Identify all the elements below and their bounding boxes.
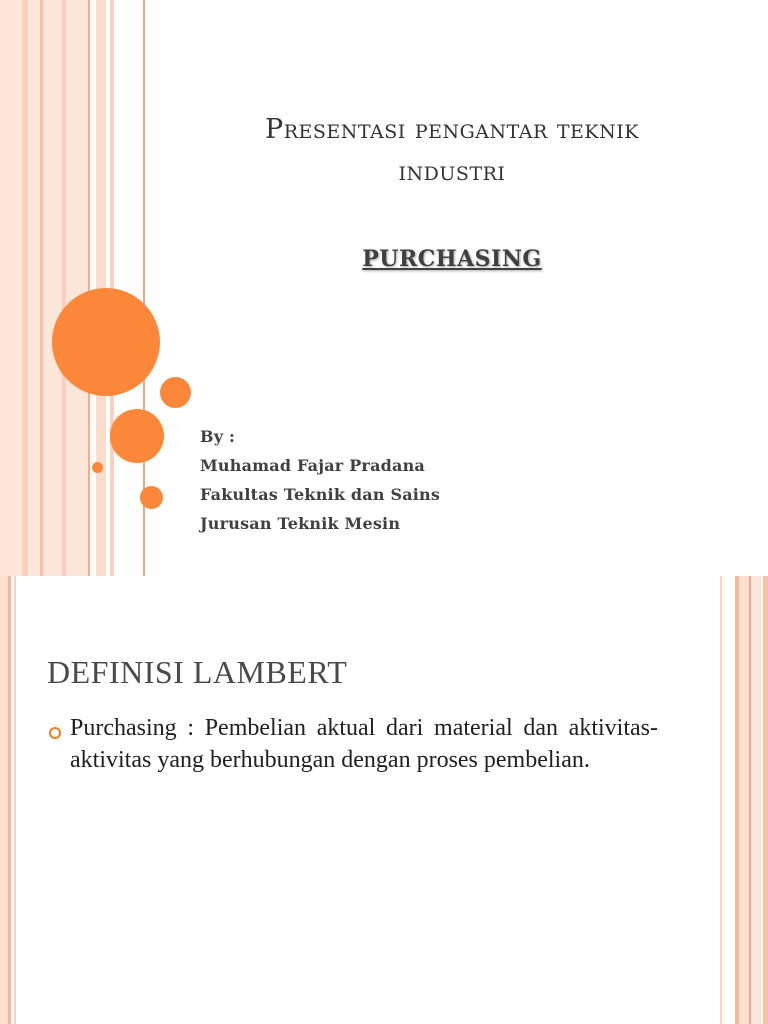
side-stripe bbox=[720, 576, 722, 1024]
side-stripe-band bbox=[0, 0, 88, 576]
slide-title-line: industri bbox=[398, 156, 506, 187]
side-stripe bbox=[751, 576, 761, 1024]
side-stripe bbox=[22, 0, 28, 576]
side-stripe bbox=[88, 0, 90, 576]
side-stripe bbox=[0, 576, 8, 1024]
circle-decoration bbox=[92, 462, 103, 473]
side-stripe bbox=[62, 0, 66, 576]
slide-subtitle: PURCHASING bbox=[362, 246, 542, 272]
circle-decoration bbox=[52, 288, 160, 396]
side-stripe bbox=[8, 576, 11, 1024]
side-stripe bbox=[14, 576, 16, 1024]
circle-decoration bbox=[140, 486, 163, 509]
circle-decoration bbox=[110, 409, 164, 463]
slide-heading: DEFINISI LAMBERT bbox=[47, 654, 348, 690]
slide-title-line: Presentasi pengantar teknik bbox=[265, 114, 639, 145]
side-stripe bbox=[40, 0, 43, 576]
author-line: By : bbox=[200, 427, 236, 446]
author-line: Fakultas Teknik dan Sains bbox=[200, 485, 441, 504]
slide-definition bbox=[0, 576, 768, 1024]
side-stripe bbox=[763, 576, 768, 1024]
author-line: Muhamad Fajar Pradana bbox=[200, 456, 425, 475]
side-stripe bbox=[739, 576, 749, 1024]
circle-decoration bbox=[160, 377, 191, 408]
bullet-ring-icon bbox=[49, 727, 61, 739]
bullet-text: Purchasing : Pembelian aktual dari material dan aktivitas-aktivitas yang berhubungan dengan proses pembelian. bbox=[70, 715, 658, 773]
author-line: Jurusan Teknik Mesin bbox=[200, 514, 401, 533]
